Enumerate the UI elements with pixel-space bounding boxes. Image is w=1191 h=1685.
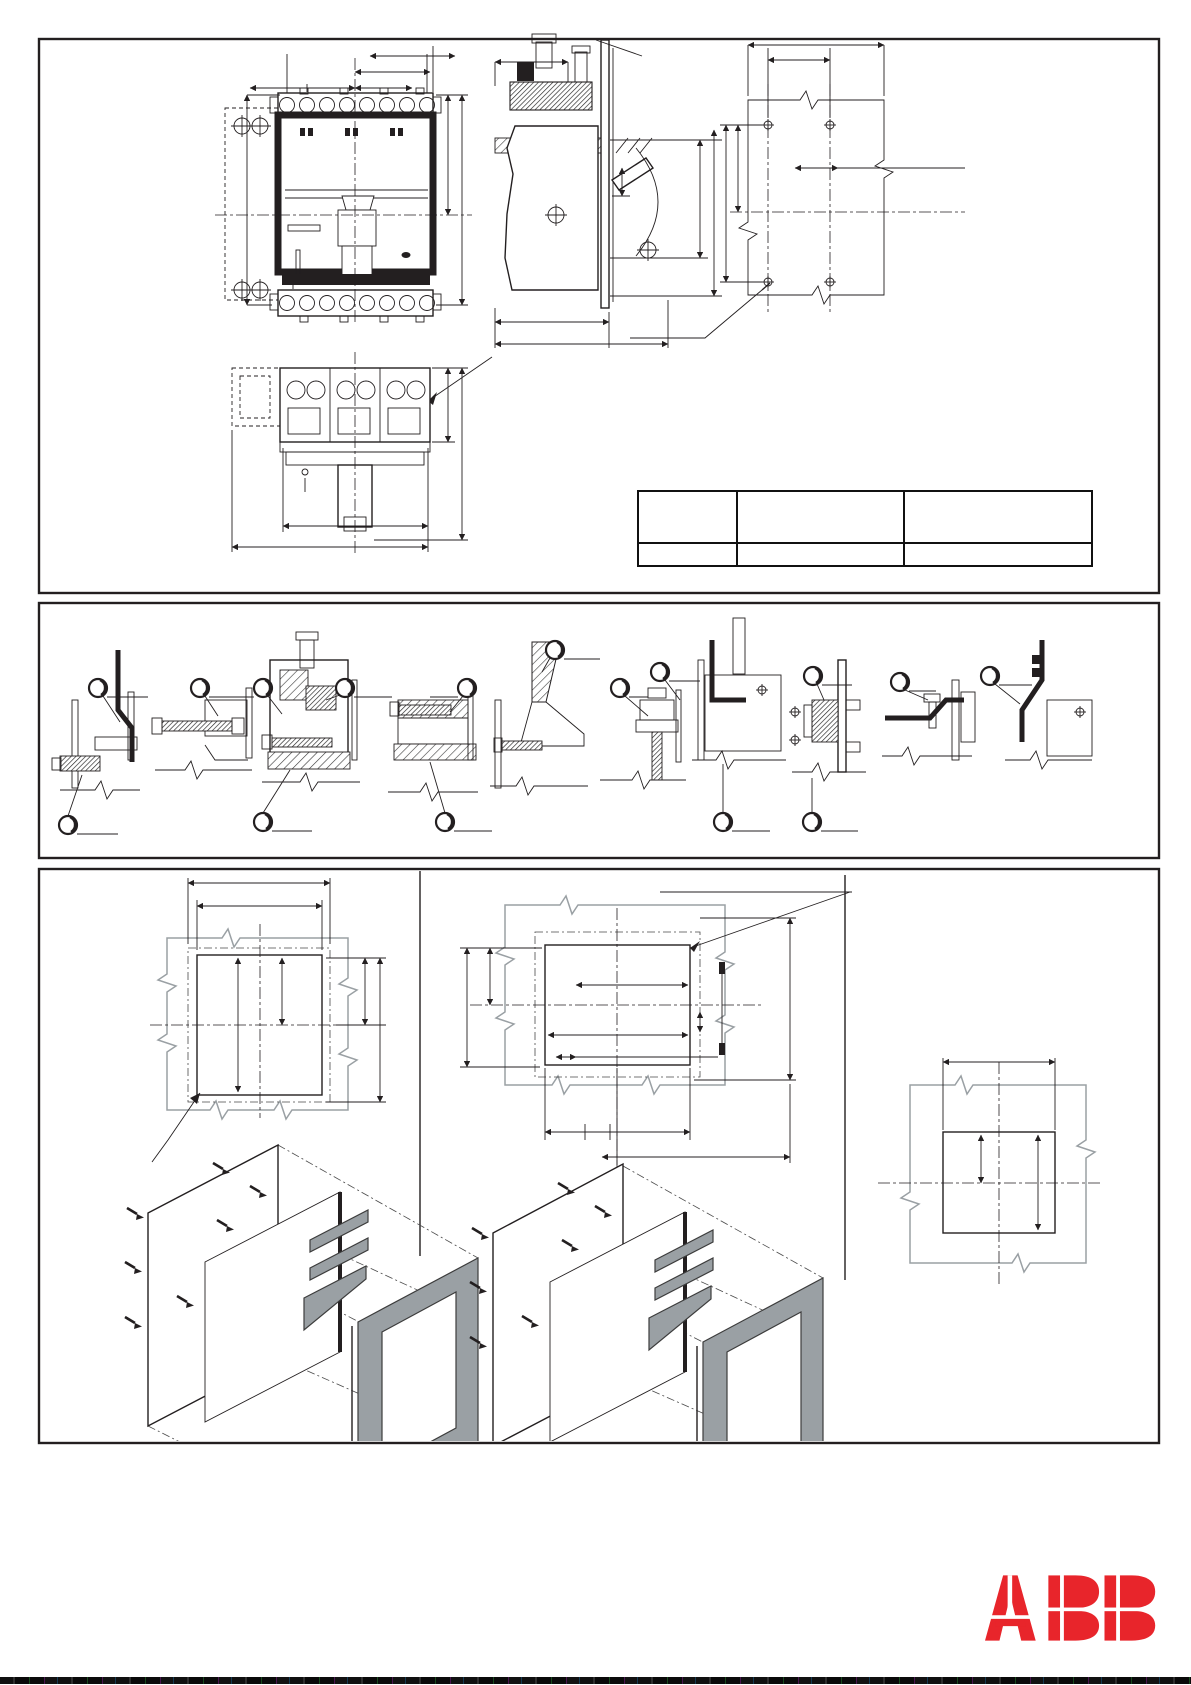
cutout-drawing-2: [460, 892, 852, 1185]
terminal-detail-6: [600, 688, 686, 789]
terminal-detail-5: [490, 642, 588, 795]
rear-mounting-plate-drawing: [630, 45, 965, 338]
terminal-detail-3: [262, 632, 360, 791]
terminal-sections-drawing: [52, 618, 1092, 834]
terminal-detail-10: [1005, 640, 1092, 769]
table-cell: [738, 492, 905, 542]
abb-logo-graphic: [985, 1572, 1157, 1644]
exploded-view-2: [470, 1164, 823, 1532]
terminal-detail-4: [388, 686, 478, 801]
terminal-detail-1: [52, 650, 140, 799]
cutout-drawing-3: [878, 1058, 1100, 1285]
dimension-table: [637, 490, 1093, 567]
front-view-drawing: [215, 46, 472, 322]
table-cell: [639, 492, 738, 542]
terminal-detail-2: [152, 688, 252, 779]
table-cell: [639, 542, 738, 565]
bottom-view-drawing: [232, 352, 492, 556]
cutout-drawing-1: [150, 878, 386, 1162]
table-cell: [905, 542, 1091, 565]
callout-balloons-top: [89, 641, 1032, 722]
terminal-detail-7: [692, 618, 786, 769]
exploded-view-1: [125, 1145, 478, 1512]
abb-logo: [985, 1572, 1157, 1644]
table-cell: [905, 492, 1091, 542]
table-cell: [738, 542, 905, 565]
side-view-drawing: [495, 34, 722, 348]
scan-noise-strip: [0, 1677, 1191, 1684]
terminal-detail-8: [789, 660, 866, 781]
terminal-detail-9: [882, 680, 975, 765]
callout-balloons-bottom: [59, 762, 858, 834]
